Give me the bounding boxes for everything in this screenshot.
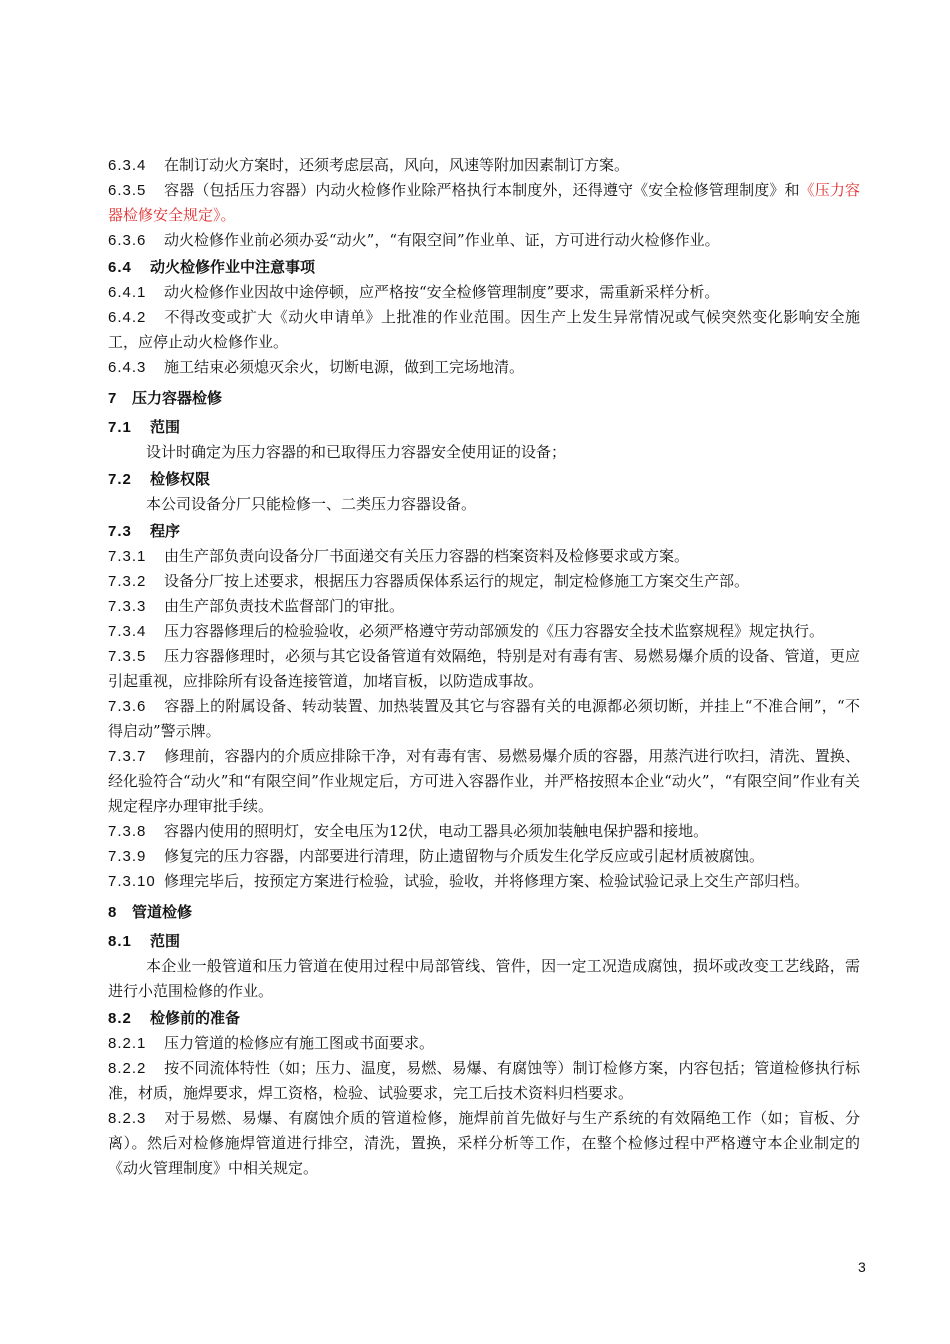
clause-number: 8 bbox=[108, 904, 118, 921]
paragraph bbox=[108, 1106, 860, 1181]
clause-text: 在制订动火方案时，还须考虑层高，风向，风速等附加因素制订方案。 bbox=[164, 156, 630, 174]
clause-text: 压力管道的检修应有施工图或书面要求。 bbox=[164, 1034, 435, 1052]
clause-number: 8.2.2 bbox=[108, 1060, 147, 1077]
clause-text: 按不同流体特性（如；压力、温度，易燃、易爆、有腐蚀等）制订检修方案，内容包括；管道检修执行标准，材质，施焊要求，焊工资格，检验、试验要求，完工后技术资料归档要求。 bbox=[108, 1059, 860, 1102]
clause-text: 压力容器检修 bbox=[132, 389, 223, 407]
clause-number: 8.2.3 bbox=[108, 1110, 147, 1127]
clause-text: 动火检修作业中注意事项 bbox=[150, 258, 316, 276]
paragraph bbox=[108, 819, 860, 844]
clause-text: 压力容器修理后的检验验收，必须严格遵守劳动部颁发的《压力容器安全技术监察规程》规定执行。 bbox=[164, 622, 825, 640]
clause-number: 7.3.6 bbox=[108, 698, 147, 715]
clause-text: 容器（包括压力容器）内动火检修作业除严格执行本制度外，还得遵守《安全检修管理制度》和 bbox=[164, 181, 800, 199]
clause-number: 7.1 bbox=[108, 419, 132, 436]
clause-text: 不得改变或扩大《动火申请单》上批准的作业范围。因生产上发生异常情况或气候突然变化影响安全施工，应停止动火检修作业。 bbox=[108, 308, 860, 351]
clause-number: 7.3.5 bbox=[108, 648, 147, 665]
paragraph bbox=[108, 355, 860, 380]
clause-text: 本企业一般管道和压力管道在使用过程中局部管线、管件，因一定工况造成腐蚀，损坏或改变工艺线路，需进行小范围检修的作业。 bbox=[108, 957, 860, 1000]
clause-text: 压力容器修理时，必须与其它设备管道有效隔绝，特别是对有毒有害、易燃易爆介质的设备、管道，更应引起重视，应排除所有设备连接管道，加堵盲板，以防造成事故。 bbox=[108, 647, 860, 690]
chapter-heading bbox=[108, 900, 860, 925]
clause-text: 修复完的压力容器，内部要进行清理，防止遗留物与介质发生化学反应或引起材质被腐蚀。 bbox=[164, 847, 765, 865]
clause-number: 6.4.1 bbox=[108, 284, 147, 301]
clause-text: 对于易燃、易爆、有腐蚀介质的管道检修，施焊前首先做好与生产系统的有效隔绝工作（如；盲板、分离）。然后对检修施焊管道进行排空，清洗，置换，采样分析等工作，在整个检修过程中严格遵守本企业制定的《动火管理制度》中相关规定。 bbox=[108, 1109, 860, 1177]
section-heading bbox=[108, 415, 860, 440]
paragraph bbox=[108, 544, 860, 569]
paragraph bbox=[108, 694, 860, 744]
clause-number: 6.4.3 bbox=[108, 359, 147, 376]
clause-number: 6.4 bbox=[108, 259, 132, 276]
clause-text: 修理完毕后，按预定方案进行检验，试验，验收，并将修理方案、检验试验记录上交生产部归档。 bbox=[164, 872, 810, 890]
clause-text: 动火检修作业前必须办妥“动火”，“有限空间”作业单、证，方可进行动火检修作业。 bbox=[164, 231, 720, 249]
paragraph bbox=[108, 569, 860, 594]
clause-number: 8.1 bbox=[108, 933, 132, 950]
paragraph bbox=[108, 305, 860, 355]
section-heading bbox=[108, 1006, 860, 1031]
clause-number: 7.3.8 bbox=[108, 823, 147, 840]
paragraph bbox=[108, 1056, 860, 1106]
clause-number: 7.3.1 bbox=[108, 548, 147, 565]
clause-number: 6.3.5 bbox=[108, 182, 147, 199]
clause-number: 6.4.2 bbox=[108, 309, 147, 326]
clause-number: 6.3.4 bbox=[108, 157, 147, 174]
clause-text: 由生产部负责向设备分厂书面递交有关压力容器的档案资料及检修要求或方案。 bbox=[164, 547, 690, 565]
paragraph bbox=[108, 440, 860, 465]
section-heading bbox=[108, 519, 860, 544]
clause-text: 本公司设备分厂只能检修一、二类压力容器设备。 bbox=[146, 495, 477, 513]
paragraph bbox=[108, 844, 860, 869]
paragraph bbox=[108, 619, 860, 644]
clause-number: 7.3.2 bbox=[108, 573, 147, 590]
paragraph bbox=[108, 280, 860, 305]
paragraph bbox=[108, 744, 860, 819]
clause-text: 修理前，容器内的介质应排除干净，对有毒有害、易燃易爆介质的容器，用蒸汽进行吹扫，清洗、置换、经化验符合“动火”和“有限空间”作业规定后，方可进入容器作业，并严格按照本企业“动火”，“有限空间”作业有关规定程序办理审批手续。 bbox=[108, 747, 860, 815]
clause-text: 范围 bbox=[150, 932, 181, 950]
clause-text: 检修权限 bbox=[150, 470, 211, 488]
clause-number: 7.3 bbox=[108, 523, 132, 540]
clause-text: 由生产部负责技术监督部门的审批。 bbox=[164, 597, 405, 615]
clause-text: 管道检修 bbox=[132, 903, 193, 921]
highlighted-reference: 《压力容器检修安全规定》。 bbox=[108, 181, 860, 224]
clause-text: 范围 bbox=[150, 418, 181, 436]
clause-text: 检修前的准备 bbox=[150, 1009, 241, 1027]
clause-text: 容器内使用的照明灯，安全电压为12伏，电动工器具必须加装触电保护器和接地。 bbox=[164, 822, 709, 840]
clause-number: 7.3.7 bbox=[108, 748, 147, 765]
paragraph bbox=[108, 594, 860, 619]
paragraph bbox=[108, 153, 860, 178]
clause-text: 容器上的附属设备、转动装置、加热装置及其它与容器有关的电源都必须切断，并挂上“不准合闸”，“不得启动”警示牌。 bbox=[108, 697, 860, 740]
paragraph bbox=[108, 869, 860, 894]
paragraph bbox=[108, 178, 860, 228]
section-heading bbox=[108, 467, 860, 492]
page-number: 3 bbox=[858, 1259, 866, 1275]
clause-number: 8.2 bbox=[108, 1010, 132, 1027]
paragraph bbox=[108, 228, 860, 253]
paragraph bbox=[108, 644, 860, 694]
clause-number: 7.3.9 bbox=[108, 848, 147, 865]
section-heading bbox=[108, 255, 860, 280]
clause-number: 7.3.3 bbox=[108, 598, 147, 615]
clause-text: 动火检修作业因故中途停顿，应严格按“安全检修管理制度”要求，需重新采样分析。 bbox=[164, 283, 720, 301]
document-body bbox=[108, 153, 860, 1181]
paragraph bbox=[108, 492, 860, 517]
clause-number: 7 bbox=[108, 390, 118, 407]
clause-number: 6.3.6 bbox=[108, 232, 147, 249]
clause-number: 7.3.4 bbox=[108, 623, 147, 640]
paragraph bbox=[108, 1031, 860, 1056]
clause-text: 程序 bbox=[150, 522, 181, 540]
clause-number: 7.2 bbox=[108, 471, 132, 488]
clause-text: 设计时确定为压力容器的和已取得压力容器安全使用证的设备； bbox=[146, 443, 567, 461]
clause-number: 8.2.1 bbox=[108, 1035, 147, 1052]
clause-text: 设备分厂按上述要求，根据压力容器质保体系运行的规定，制定检修施工方案交生产部。 bbox=[164, 572, 750, 590]
clause-number: 7.3.10 bbox=[108, 873, 156, 890]
paragraph bbox=[108, 954, 860, 1004]
section-heading bbox=[108, 929, 860, 954]
clause-text: 施工结束必须熄灭余火，切断电源，做到工完场地清。 bbox=[164, 358, 525, 376]
chapter-heading bbox=[108, 386, 860, 411]
